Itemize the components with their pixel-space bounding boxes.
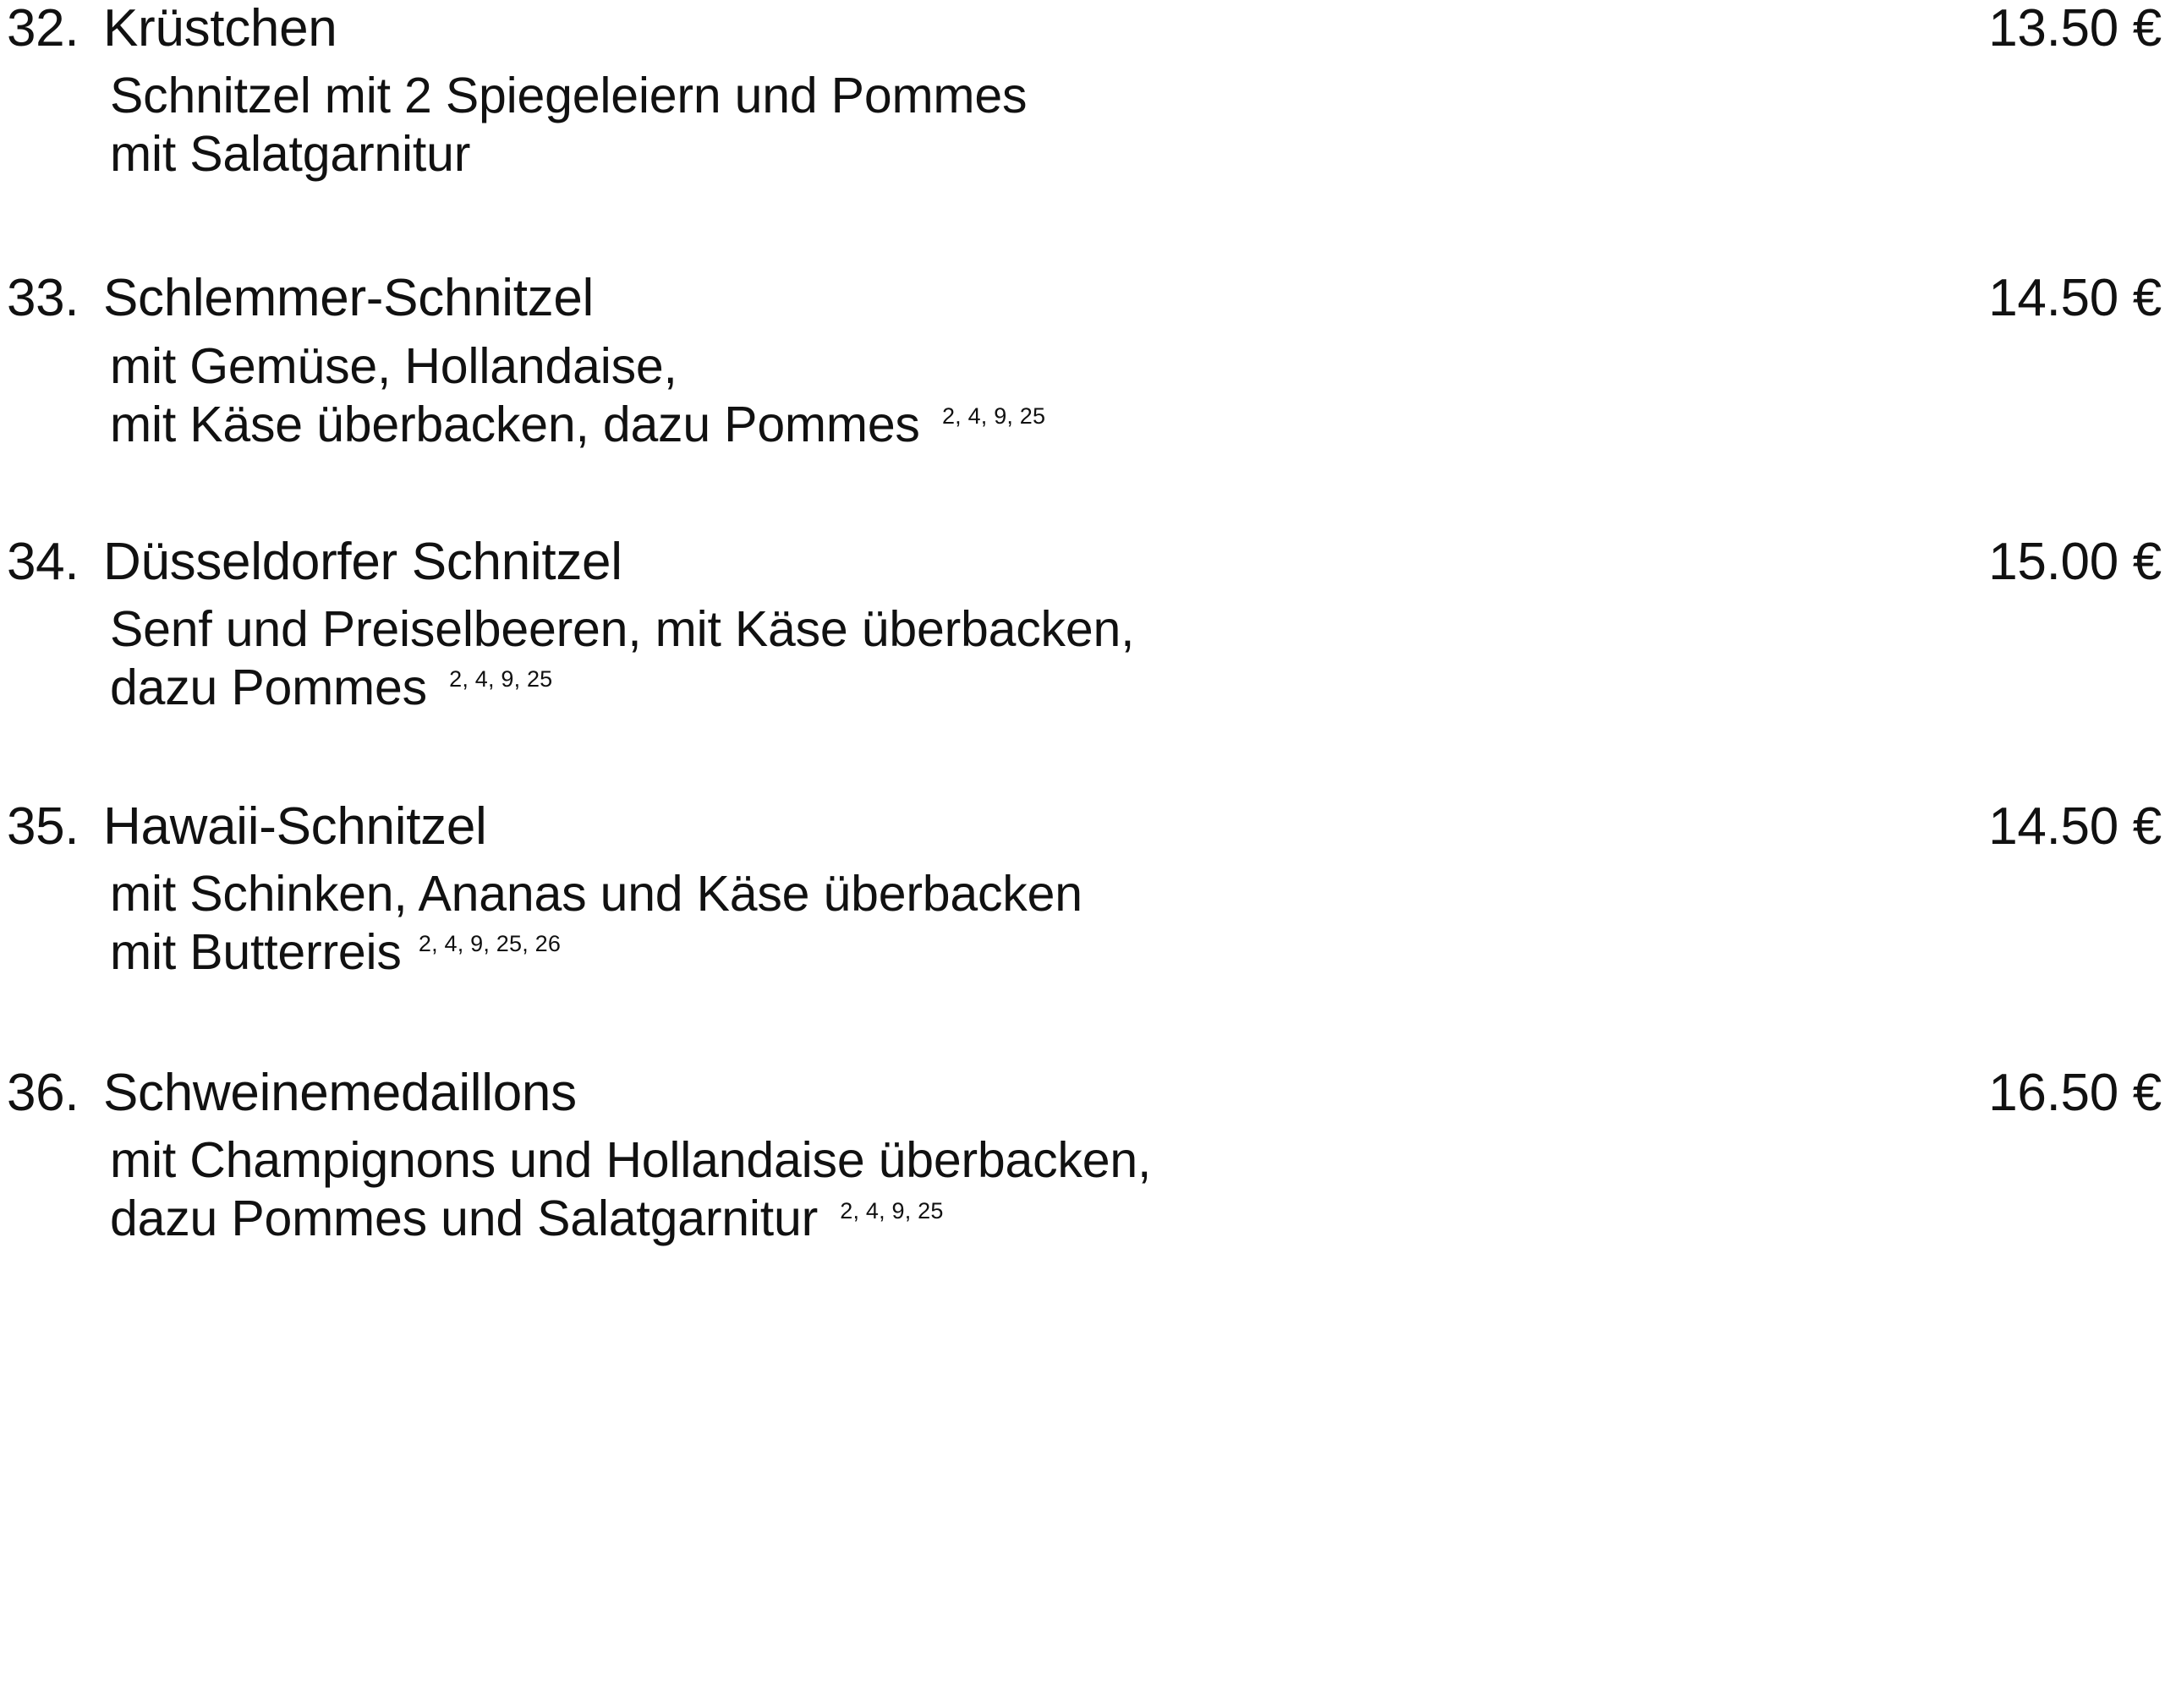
menu-item-name: Schlemmer-Schnitzel	[103, 269, 595, 328]
description-line	[110, 600, 2165, 659]
menu-item-name: Krüstchen	[103, 0, 337, 57]
description-line	[110, 1131, 2165, 1190]
menu-item-name: Schweinemedaillons	[103, 1064, 577, 1123]
description-text: mit Champignons und Hollandaise überbacken,	[110, 1132, 1152, 1189]
menu-item-number: 36.	[7, 1064, 79, 1123]
description-line	[110, 337, 2165, 396]
description-line	[110, 67, 2165, 125]
description-line	[110, 396, 2165, 454]
menu-item-price: 13.50 €	[1988, 0, 2162, 57]
description-line	[110, 1190, 2165, 1248]
menu-item-name: Düsseldorfer Schnitzel	[103, 532, 622, 591]
description-text: mit Salatgarnitur	[110, 126, 471, 183]
menu-item-description	[110, 865, 2165, 982]
description-text: mit Butterreis	[110, 924, 402, 981]
allergen-codes: 2, 4, 9, 25	[449, 666, 553, 693]
description-text: Senf und Preiselbeeren, mit Käse überbacken,	[110, 600, 1135, 657]
menu-item	[0, 532, 2165, 717]
menu-item	[0, 1066, 2165, 1248]
menu-item-number: 33.	[7, 269, 79, 328]
menu-item-description	[110, 67, 2165, 183]
menu-item	[0, 2, 2165, 183]
menu-item-header	[0, 1064, 2165, 1123]
menu-item-number: 35.	[7, 797, 79, 856]
description-text: mit Gemüse, Hollandaise,	[110, 337, 677, 394]
description-line	[110, 865, 2165, 923]
allergen-codes: 2, 4, 9, 25	[941, 402, 1046, 429]
description-line	[110, 125, 2165, 183]
menu-item-number: 34.	[7, 532, 79, 591]
description-text: Schnitzel mit 2 Spiegeleiern und Pommes	[110, 68, 1028, 124]
menu-item-header	[0, 2, 2165, 55]
menu-item-description	[110, 1131, 2165, 1248]
allergen-codes: 2, 4, 9, 25, 26	[418, 931, 562, 957]
menu-item-header	[0, 797, 2165, 856]
menu-item-header	[0, 532, 2165, 591]
menu-item-price: 16.50 €	[1988, 1064, 2162, 1123]
menu-item	[0, 797, 2165, 982]
menu-item-number: 32.	[7, 0, 79, 57]
description-text: mit Schinken, Ananas und Käse überbacken	[110, 866, 1082, 922]
description-line	[110, 923, 2165, 982]
menu-item-price: 14.50 €	[1988, 797, 2162, 856]
menu-item-header	[0, 269, 2165, 328]
menu-item-description	[110, 600, 2165, 717]
menu-item-price: 15.00 €	[1988, 532, 2162, 591]
menu-item	[0, 271, 2165, 453]
description-line	[110, 659, 2165, 717]
menu-item-name: Hawaii-Schnitzel	[103, 797, 487, 856]
allergen-codes: 2, 4, 9, 25	[840, 1197, 944, 1224]
menu-item-description	[110, 337, 2165, 454]
description-text: mit Käse überbacken, dazu Pommes	[110, 396, 920, 452]
description-text: dazu Pommes	[110, 659, 427, 715]
menu-item-price: 14.50 €	[1988, 269, 2162, 328]
menu-list	[0, 2, 2165, 1248]
description-text: dazu Pommes und Salatgarnitur	[110, 1191, 819, 1247]
